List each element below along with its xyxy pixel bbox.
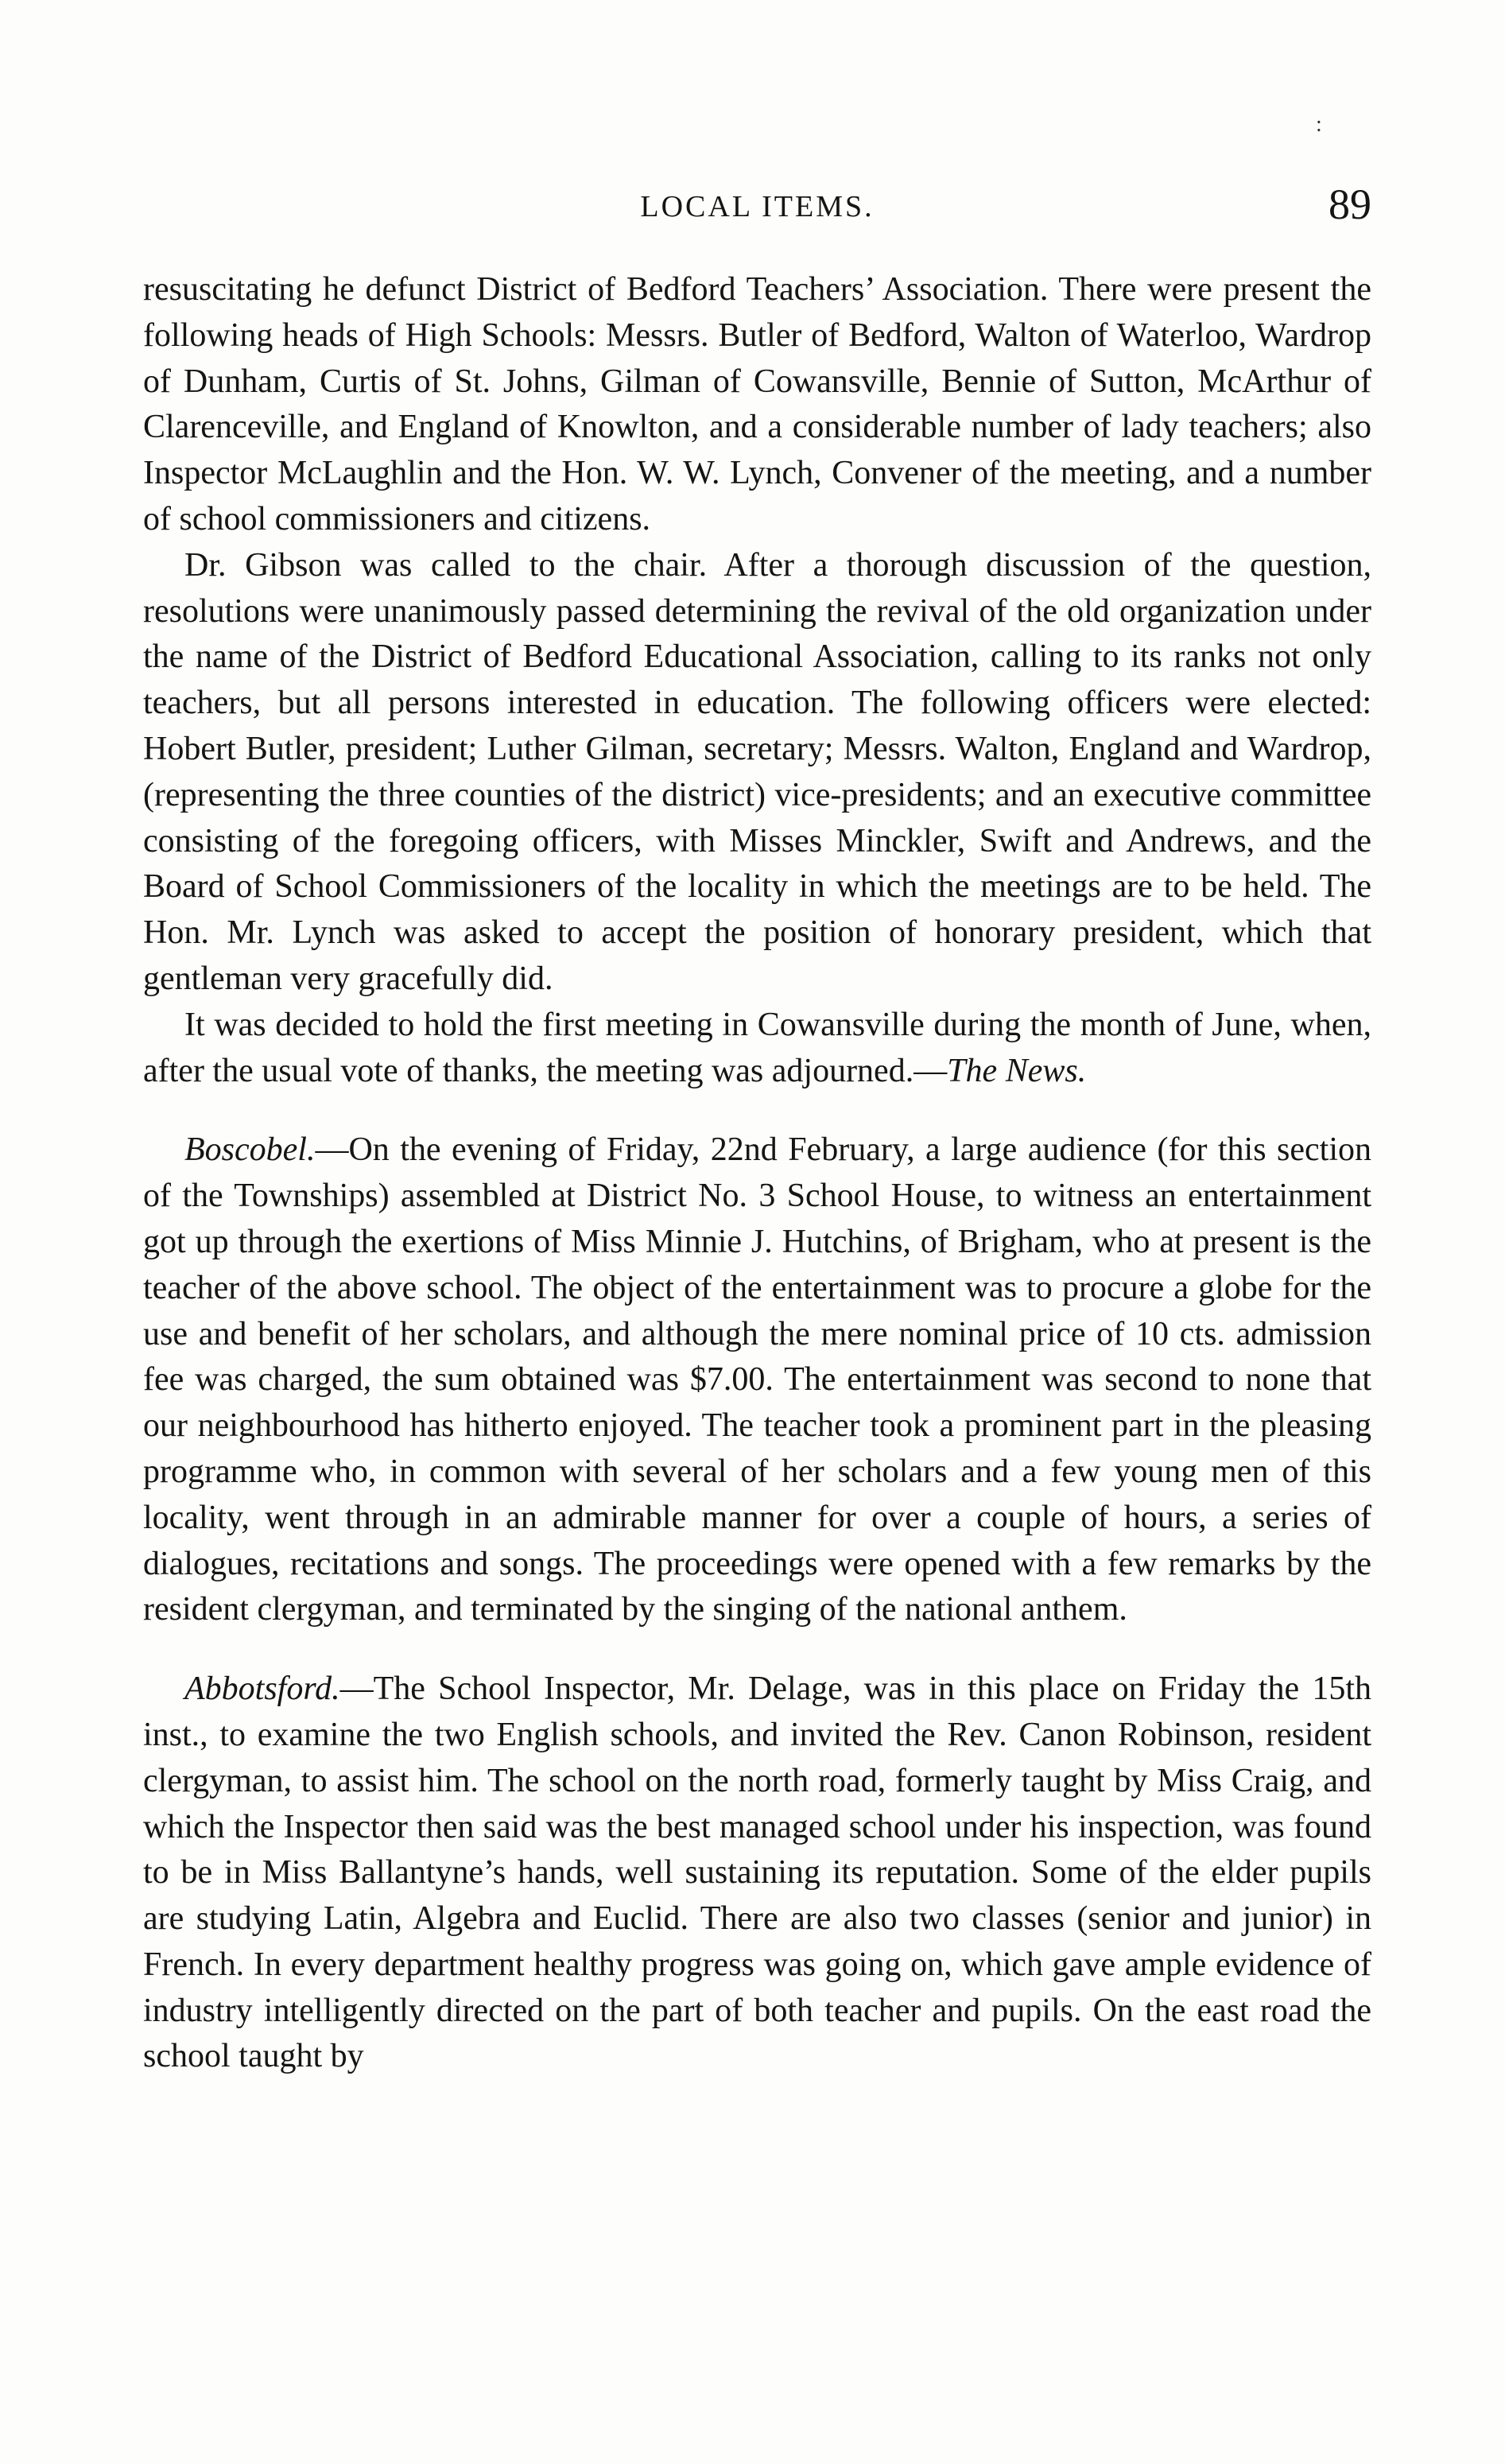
source-credit: The News. <box>947 1052 1087 1089</box>
abbotsford-heading: Abbotsford. <box>184 1670 340 1708</box>
abbotsford-item <box>143 1667 1371 2080</box>
abbotsford-text: —The School Inspector, Mr. Delage, was in this place on Friday the 15th inst., to examine the two English schools, and invited the Rev. Canon Robinson, resident clergyman, to assist him. The school on the north road, formerly taught by Miss Craig, and which the Inspector then said was the best managed school under his inspection, was found to be in Miss Ballantyne’s hands, well sustaining its reputation. Some of the elder pupils are studying Latin, Algebra and Euclid. There are also two classes (senior and junior) in French. In every department healthy progress was going on, which gave ample evidence of industry intelligently directed on the part of both teacher and pupils. On the east road the school taught by <box>143 1670 1371 2075</box>
boscobel-heading: Boscobel. <box>184 1131 316 1169</box>
margin-mark: : <box>1316 112 1322 137</box>
boscobel-item <box>143 1127 1371 1633</box>
page-number: 89 <box>1329 180 1371 228</box>
paragraph-chair: Dr. Gibson was called to the chair. After a thorough discussion of the question, resolutions were unanimously passed determining the revival of the old organization under the name of the District of Bedford Educational Association, calling to its ranks not only teachers, but all persons interested in education. The following officers were elected: Hobert Butler, president; Luther Gilman, secretary; Messrs. Walton, England and Wardrop, (representing the three counties of the district) vice-presidents; and an executive committee consisting of the foregoing officers, with Misses Minckler, Swift and Andrews, and the Board of School Commissioners of the locality in which the meetings are to be held. The Hon. Mr. Lynch was asked to accept the position of honorary president, which that gentleman very gracefully did. <box>143 546 1371 997</box>
meeting-text: It was decided to hold the first meeting in Cowansville during the month of June, when, after the usual vote of thanks, the meeting was adjourned.— <box>143 1006 1371 1089</box>
running-head <box>143 180 1371 235</box>
article-body <box>143 267 1371 2080</box>
paragraph-first-meeting <box>143 1003 1371 1095</box>
running-title: LOCAL ITEMS. <box>640 190 875 223</box>
paragraph-continuation: resuscitating he defunct District of Bedford Teachers’ Association. There were present the following heads of High Schools: Messrs. Butler of Bedford, Walton of Waterloo, Wardrop of Dunham, Curtis of St. Johns, Gilman of Cowansville, Bennie of Sutton, McArthur of Clarenceville, and England of Knowlton, and a considerable number of lady teachers; also Inspector McLaughlin and the Hon. W. W. Lynch, Convener of the meeting, and a number of school commissioners and citizens. <box>143 271 1371 537</box>
boscobel-text: —On the evening of Friday, 22nd February, a large audience (for this section of the Townships) assembled at District No. 3 School House, to witness an entertainment got up through the exertions of Miss Minnie J. Hutchins, of Brigham, who at present is the teacher of the above school. The object of the entertainment was to procure a globe for the use and benefit of her scholars, and although the mere nominal price of 10 cts. admission fee was charged, the sum obtained was $7.00. The entertainment was second to none that our neighbourhood has hitherto enjoyed. The teacher took a prominent part in the pleasing programme who, in common with several of her scholars and a few young men of this locality, went through in an admirable manner for over a couple of hours, a series of dialogues, recitations and songs. The proceedings were opened with a few remarks by the resident clergyman, and terminated by the singing of the national anthem. <box>143 1131 1371 1628</box>
